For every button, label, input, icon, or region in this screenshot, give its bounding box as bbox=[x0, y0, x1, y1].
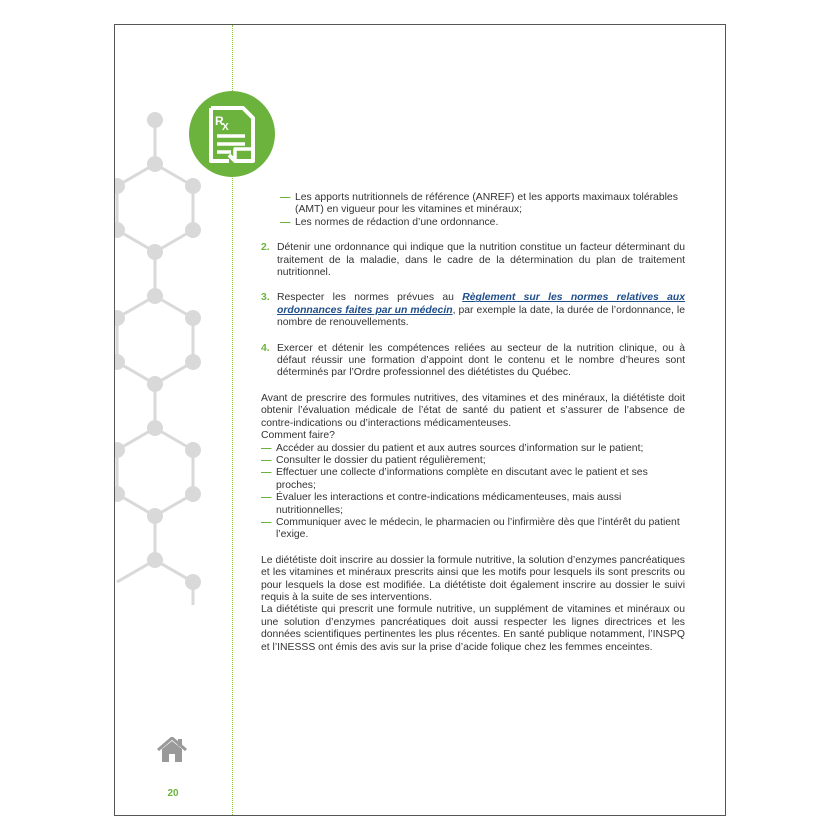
numbered-item-4 bbox=[261, 343, 685, 380]
document-page bbox=[114, 24, 726, 816]
list-item: — Accéder au dossier du patient et aux autres sources d’information sur le patient; bbox=[261, 442, 644, 454]
page-content bbox=[261, 192, 685, 654]
item-number: 4. bbox=[261, 342, 270, 354]
hex-node bbox=[147, 376, 163, 392]
hex-node bbox=[185, 222, 201, 238]
hex-node bbox=[185, 354, 201, 370]
item-text: Exercer et détenir les compétences reliées au secteur de la nutrition clinique, ou à défaut réussir une formation d’appoint dont le contenu et le nombre d’heures sont déterminés par l’Ordre professionnel des diététistes du Québec. bbox=[277, 342, 685, 379]
item-text: Respecter les normes prévues au Règlement sur les normes relatives aux ordonnances faites par un médecin, par exemple la date, la durée de l’ordonnance, le nombre de renouvellements. bbox=[277, 292, 685, 329]
how-list bbox=[261, 443, 685, 542]
hex-node bbox=[185, 310, 201, 326]
hex-node bbox=[115, 486, 125, 502]
hex-node bbox=[147, 112, 163, 128]
how-title: Comment faire? bbox=[261, 430, 335, 442]
reglement-link[interactable]: Règlement sur les normes relatives aux ordonnances faites par un médecin bbox=[277, 292, 685, 316]
rx-letter-r: R bbox=[215, 114, 224, 128]
rx-letter-x: X bbox=[222, 122, 229, 133]
prescription-icon bbox=[189, 91, 275, 177]
list-item: — Évaluer les interactions et contre-indications médicamenteuses, mais aussi nutritionnelles; bbox=[261, 492, 622, 516]
hex-node bbox=[147, 552, 163, 568]
paragraph-dossier: Le diététiste doit inscrire au dossier la formule nutritive, la solution d’enzymes pancréatiques et les vitamines et minéraux prescrits ainsi que les motifs pour lesquels ils sont prescrits ou pour lesquels la dose est modifiée. La diététiste doit également inscrire au dossier le suivi requis à la suite de ses interventions. bbox=[261, 554, 685, 603]
hex-node bbox=[147, 288, 163, 304]
hex-node bbox=[147, 508, 163, 524]
hex-node bbox=[185, 442, 201, 458]
hex-node bbox=[185, 178, 201, 194]
home-icon[interactable] bbox=[157, 737, 187, 768]
item-number: 2. bbox=[261, 242, 270, 254]
item-number: 3. bbox=[261, 292, 270, 304]
list-item: — Les normes de rédaction d’une ordonnance. bbox=[280, 216, 499, 228]
list-item: — Consulter le dossier du patient régulièrement; bbox=[261, 454, 486, 466]
page-number: 20 bbox=[167, 788, 179, 799]
hex-node bbox=[115, 354, 125, 370]
list-item: — Effectuer une collecte d’informations complète en discutant avec le patient et ses proches; bbox=[261, 467, 648, 491]
hex-node bbox=[147, 156, 163, 172]
hex-node bbox=[147, 244, 163, 260]
intro-list bbox=[280, 192, 685, 229]
hex-node bbox=[115, 222, 125, 238]
list-item: — Communiquer avec le médecin, le pharmacien ou l’infirmière dès que l’intérêt du patient l’exige. bbox=[261, 516, 680, 541]
paragraph-guidelines: La diététiste qui prescrit une formule nutritive, un supplément de vitamines et minéraux ou une solution d’enzymes pancréatiques doit aussi respecter les lignes directrices et les données scientifiques pertinentes les plus récentes. En santé publique notamment, l’INSPQ et l’INESSS ont émis des avis sur la prise d’acide folique chez les femmes enceintes. bbox=[261, 604, 685, 653]
hex-node bbox=[185, 574, 201, 590]
hex-node bbox=[147, 420, 163, 436]
hex-node bbox=[185, 486, 201, 502]
hex-node bbox=[115, 178, 125, 194]
item-text: Détenir une ordonnance qui indique que la nutrition constitue un facteur déterminant du traitement de la maladie, dans le cadre de la détermination du plan de traitement nutritionnel. bbox=[277, 242, 685, 279]
numbered-item-3 bbox=[261, 292, 685, 329]
hex-node bbox=[115, 310, 125, 326]
hex-node bbox=[115, 442, 125, 458]
list-item: — Les apports nutritionnels de référence (ANREF) et les apports maximaux tolérables (AMT) en vigueur pour les vitamines et minéraux; bbox=[280, 192, 678, 216]
numbered-item-2 bbox=[261, 242, 685, 279]
paragraph-evaluation: Avant de prescrire des formules nutritives, des vitamines et des minéraux, la diététiste doit obtenir l’évaluation médicale de l’état de santé du patient et s’assurer de l’absence de contre-indications ou d’interactions médicamenteuses. bbox=[261, 392, 685, 429]
